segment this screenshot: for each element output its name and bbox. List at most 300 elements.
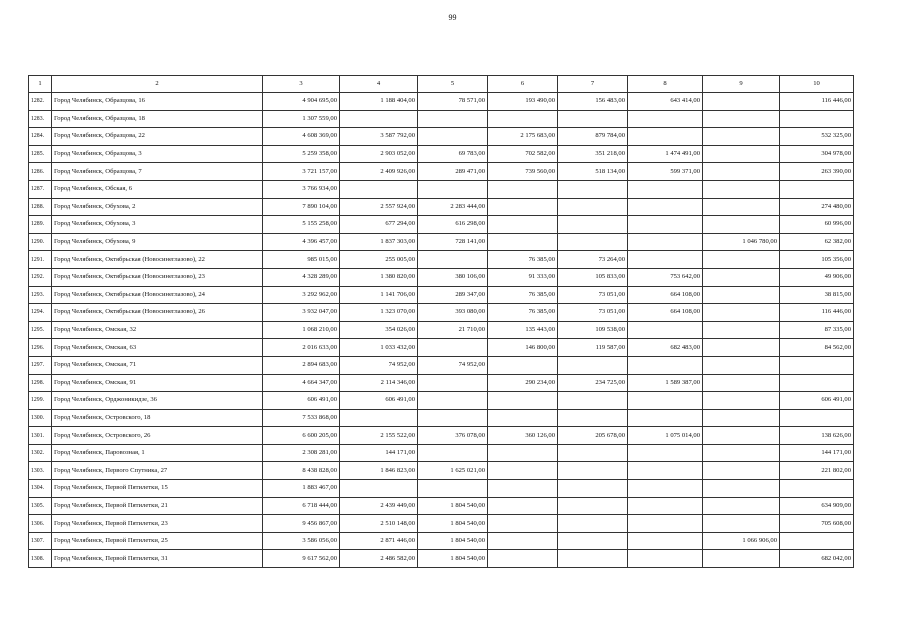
col-10-cell	[780, 356, 854, 374]
col-9-cell	[703, 409, 780, 427]
col-7-cell: 105 833,00	[558, 268, 628, 286]
col-7-cell	[558, 233, 628, 251]
col-6-cell	[488, 180, 558, 198]
col-3-cell: 985 015,00	[263, 251, 340, 269]
table-row	[29, 444, 854, 462]
col-5-cell: 2 283 444,00	[418, 198, 488, 216]
row-number: 1285.	[29, 145, 52, 163]
row-number: 1286.	[29, 163, 52, 181]
col-5-cell: 1 804 540,00	[418, 497, 488, 515]
col-8-cell	[628, 532, 703, 550]
col-5-cell: 1 804 540,00	[418, 550, 488, 568]
col-8-cell: 682 483,00	[628, 339, 703, 357]
col-4-cell: 2 510 148,00	[340, 515, 418, 533]
col-9-cell	[703, 304, 780, 322]
address-cell: Город Челябинск, Октябрьская (Новосинеглазово), 22	[52, 251, 263, 269]
row-number: 1306.	[29, 515, 52, 533]
col-8-cell: 664 108,00	[628, 286, 703, 304]
address-cell: Город Челябинск, Обухова, 2	[52, 198, 263, 216]
col-10-cell: 304 978,00	[780, 145, 854, 163]
data-table	[28, 75, 854, 568]
col-5-cell	[418, 374, 488, 392]
address-cell: Город Челябинск, Обская, 6	[52, 180, 263, 198]
address-cell: Город Челябинск, Первой Пятилетки, 15	[52, 480, 263, 498]
table-row	[29, 163, 854, 181]
address-cell: Город Челябинск, Обухова, 9	[52, 233, 263, 251]
col-6-cell	[488, 444, 558, 462]
col-6-cell	[488, 515, 558, 533]
col-9-cell	[703, 339, 780, 357]
row-number: 1303.	[29, 462, 52, 480]
row-number: 1282.	[29, 93, 52, 111]
col-5-cell	[418, 392, 488, 410]
col-10-cell: 144 171,00	[780, 444, 854, 462]
row-number: 1307.	[29, 532, 52, 550]
row-number: 1305.	[29, 497, 52, 515]
header-col-6: 6	[488, 76, 558, 93]
col-3-cell: 2 894 683,00	[263, 356, 340, 374]
col-7-cell	[558, 356, 628, 374]
col-3-cell: 1 883 467,00	[263, 480, 340, 498]
col-3-cell: 9 617 562,00	[263, 550, 340, 568]
address-cell: Город Челябинск, Омская, 71	[52, 356, 263, 374]
table-row	[29, 550, 854, 568]
col-8-cell	[628, 321, 703, 339]
col-4-cell: 2 871 446,00	[340, 532, 418, 550]
col-6-cell	[488, 233, 558, 251]
address-cell: Город Челябинск, Октябрьская (Новосинеглазово), 23	[52, 268, 263, 286]
header-col-3: 3	[263, 76, 340, 93]
address-cell: Город Челябинск, Образцова, 3	[52, 145, 263, 163]
col-8-cell: 664 108,00	[628, 304, 703, 322]
col-7-cell: 205 678,00	[558, 427, 628, 445]
col-3-cell: 5 259 358,00	[263, 145, 340, 163]
col-8-cell	[628, 409, 703, 427]
table-row	[29, 233, 854, 251]
col-4-cell: 1 837 303,00	[340, 233, 418, 251]
table-body	[29, 93, 854, 568]
col-9-cell: 1 066 906,00	[703, 532, 780, 550]
col-3-cell: 3 766 934,00	[263, 180, 340, 198]
row-number: 1291.	[29, 251, 52, 269]
col-8-cell	[628, 233, 703, 251]
col-9-cell	[703, 268, 780, 286]
row-number: 1302.	[29, 444, 52, 462]
row-number: 1294.	[29, 304, 52, 322]
col-8-cell	[628, 216, 703, 234]
col-4-cell: 1 380 820,00	[340, 268, 418, 286]
col-6-cell: 91 333,00	[488, 268, 558, 286]
col-3-cell: 4 396 457,00	[263, 233, 340, 251]
row-number: 1284.	[29, 128, 52, 146]
col-6-cell: 739 560,00	[488, 163, 558, 181]
col-6-cell: 2 175 683,00	[488, 128, 558, 146]
col-6-cell	[488, 550, 558, 568]
address-cell: Город Челябинск, Образцова, 16	[52, 93, 263, 111]
table-row	[29, 532, 854, 550]
table-row	[29, 427, 854, 445]
address-cell: Город Челябинск, Образцова, 18	[52, 110, 263, 128]
table-row	[29, 409, 854, 427]
col-4-cell: 1 188 404,00	[340, 93, 418, 111]
header-col-8: 8	[628, 76, 703, 93]
col-4-cell: 3 587 792,00	[340, 128, 418, 146]
col-6-cell	[488, 198, 558, 216]
col-10-cell: 682 042,00	[780, 550, 854, 568]
col-10-cell: 62 382,00	[780, 233, 854, 251]
col-9-cell	[703, 163, 780, 181]
col-6-cell	[488, 356, 558, 374]
col-5-cell: 21 710,00	[418, 321, 488, 339]
address-cell: Город Челябинск, Обухова, 3	[52, 216, 263, 234]
col-3-cell: 1 307 559,00	[263, 110, 340, 128]
address-cell: Город Челябинск, Островского, 26	[52, 427, 263, 445]
col-10-cell	[780, 374, 854, 392]
col-7-cell	[558, 198, 628, 216]
col-7-cell	[558, 480, 628, 498]
col-5-cell: 1 625 021,00	[418, 462, 488, 480]
col-5-cell: 69 783,00	[418, 145, 488, 163]
col-7-cell: 73 051,00	[558, 304, 628, 322]
col-4-cell	[340, 180, 418, 198]
table-row	[29, 93, 854, 111]
col-4-cell: 1 323 070,00	[340, 304, 418, 322]
col-9-cell	[703, 374, 780, 392]
col-4-cell: 2 439 449,00	[340, 497, 418, 515]
address-cell: Город Челябинск, Первой Пятилетки, 25	[52, 532, 263, 550]
col-7-cell	[558, 180, 628, 198]
col-4-cell: 354 026,00	[340, 321, 418, 339]
col-9-cell	[703, 356, 780, 374]
col-8-cell	[628, 497, 703, 515]
col-8-cell	[628, 251, 703, 269]
col-3-cell: 4 608 369,00	[263, 128, 340, 146]
row-number: 1301.	[29, 427, 52, 445]
header-col-5: 5	[418, 76, 488, 93]
row-number: 1289.	[29, 216, 52, 234]
col-8-cell: 1 075 014,00	[628, 427, 703, 445]
col-3-cell: 6 718 444,00	[263, 497, 340, 515]
col-10-cell	[780, 532, 854, 550]
col-3-cell: 3 292 962,00	[263, 286, 340, 304]
col-3-cell: 4 664 347,00	[263, 374, 340, 392]
col-3-cell: 9 456 867,00	[263, 515, 340, 533]
row-number: 1296.	[29, 339, 52, 357]
col-8-cell	[628, 198, 703, 216]
address-cell: Город Челябинск, Октябрьская (Новосинеглазово), 26	[52, 304, 263, 322]
col-4-cell: 2 557 924,00	[340, 198, 418, 216]
col-3-cell: 1 068 210,00	[263, 321, 340, 339]
table-row	[29, 392, 854, 410]
col-4-cell: 2 155 522,00	[340, 427, 418, 445]
col-4-cell: 2 903 052,00	[340, 145, 418, 163]
table-row	[29, 480, 854, 498]
row-number: 1297.	[29, 356, 52, 374]
col-5-cell: 616 298,00	[418, 216, 488, 234]
col-8-cell: 643 414,00	[628, 93, 703, 111]
col-6-cell: 135 443,00	[488, 321, 558, 339]
col-8-cell	[628, 392, 703, 410]
col-4-cell: 1 033 432,00	[340, 339, 418, 357]
row-number: 1287.	[29, 180, 52, 198]
row-number: 1288.	[29, 198, 52, 216]
col-5-cell	[418, 339, 488, 357]
col-7-cell	[558, 444, 628, 462]
col-5-cell: 289 471,00	[418, 163, 488, 181]
col-8-cell: 1 474 491,00	[628, 145, 703, 163]
col-10-cell: 138 626,00	[780, 427, 854, 445]
col-8-cell	[628, 480, 703, 498]
col-4-cell	[340, 409, 418, 427]
col-4-cell: 1 141 706,00	[340, 286, 418, 304]
col-5-cell	[418, 110, 488, 128]
row-number: 1292.	[29, 268, 52, 286]
col-9-cell	[703, 110, 780, 128]
row-number: 1298.	[29, 374, 52, 392]
col-6-cell: 76 385,00	[488, 304, 558, 322]
table-row	[29, 321, 854, 339]
row-number: 1293.	[29, 286, 52, 304]
col-9-cell	[703, 321, 780, 339]
col-10-cell: 60 996,00	[780, 216, 854, 234]
address-cell: Город Челябинск, Первой Пятилетки, 21	[52, 497, 263, 515]
col-4-cell: 255 005,00	[340, 251, 418, 269]
address-cell: Город Челябинск, Паровозная, 1	[52, 444, 263, 462]
col-10-cell: 634 909,00	[780, 497, 854, 515]
col-10-cell	[780, 110, 854, 128]
col-3-cell: 2 016 633,00	[263, 339, 340, 357]
col-4-cell	[340, 110, 418, 128]
col-6-cell: 193 490,00	[488, 93, 558, 111]
col-7-cell: 73 264,00	[558, 251, 628, 269]
row-number: 1300.	[29, 409, 52, 427]
col-8-cell	[628, 356, 703, 374]
table-row	[29, 216, 854, 234]
address-cell: Город Челябинск, Первой Пятилетки, 23	[52, 515, 263, 533]
col-9-cell	[703, 286, 780, 304]
header-col-10: 10	[780, 76, 854, 93]
col-5-cell: 78 571,00	[418, 93, 488, 111]
col-10-cell: 116 446,00	[780, 93, 854, 111]
col-10-cell: 532 325,00	[780, 128, 854, 146]
table-row	[29, 356, 854, 374]
col-6-cell: 76 385,00	[488, 251, 558, 269]
table-row	[29, 339, 854, 357]
table-row	[29, 180, 854, 198]
col-10-cell: 116 446,00	[780, 304, 854, 322]
col-6-cell	[488, 497, 558, 515]
col-6-cell	[488, 480, 558, 498]
col-8-cell: 753 642,00	[628, 268, 703, 286]
page-number: 99	[448, 13, 457, 22]
col-3-cell: 606 491,00	[263, 392, 340, 410]
col-10-cell: 221 802,00	[780, 462, 854, 480]
col-10-cell	[780, 409, 854, 427]
table-row	[29, 374, 854, 392]
table-row	[29, 268, 854, 286]
col-7-cell	[558, 409, 628, 427]
col-9-cell	[703, 462, 780, 480]
col-7-cell: 73 051,00	[558, 286, 628, 304]
table-row	[29, 304, 854, 322]
address-cell: Город Челябинск, Омская, 63	[52, 339, 263, 357]
col-6-cell	[488, 532, 558, 550]
col-7-cell	[558, 532, 628, 550]
col-5-cell: 380 106,00	[418, 268, 488, 286]
col-5-cell: 74 952,00	[418, 356, 488, 374]
col-10-cell: 105 356,00	[780, 251, 854, 269]
col-8-cell: 1 589 387,00	[628, 374, 703, 392]
col-5-cell: 393 080,00	[418, 304, 488, 322]
col-3-cell: 7 890 104,00	[263, 198, 340, 216]
col-7-cell	[558, 462, 628, 480]
col-9-cell	[703, 444, 780, 462]
col-9-cell	[703, 515, 780, 533]
address-cell: Город Челябинск, Образцова, 22	[52, 128, 263, 146]
col-4-cell: 606 491,00	[340, 392, 418, 410]
col-4-cell: 2 409 926,00	[340, 163, 418, 181]
table-row	[29, 251, 854, 269]
col-10-cell: 705 608,00	[780, 515, 854, 533]
col-9-cell	[703, 145, 780, 163]
row-number: 1295.	[29, 321, 52, 339]
col-5-cell	[418, 480, 488, 498]
col-5-cell	[418, 251, 488, 269]
col-7-cell: 518 134,00	[558, 163, 628, 181]
table-row	[29, 462, 854, 480]
col-6-cell: 146 800,00	[488, 339, 558, 357]
col-3-cell: 2 308 281,00	[263, 444, 340, 462]
col-3-cell: 3 932 047,00	[263, 304, 340, 322]
col-4-cell: 2 486 582,00	[340, 550, 418, 568]
col-5-cell: 376 078,00	[418, 427, 488, 445]
col-8-cell	[628, 550, 703, 568]
col-5-cell	[418, 180, 488, 198]
header-row	[29, 76, 854, 93]
col-3-cell: 3 721 157,00	[263, 163, 340, 181]
address-cell: Город Челябинск, Октябрьская (Новосинеглазово), 24	[52, 286, 263, 304]
address-cell: Город Челябинск, Первого Спутника, 27	[52, 462, 263, 480]
table-row	[29, 515, 854, 533]
col-10-cell: 274 480,00	[780, 198, 854, 216]
header-col-7: 7	[558, 76, 628, 93]
col-9-cell	[703, 180, 780, 198]
col-6-cell: 76 385,00	[488, 286, 558, 304]
col-3-cell: 8 438 828,00	[263, 462, 340, 480]
col-5-cell: 289 347,00	[418, 286, 488, 304]
col-10-cell: 84 562,00	[780, 339, 854, 357]
col-10-cell: 38 815,00	[780, 286, 854, 304]
col-5-cell	[418, 444, 488, 462]
col-9-cell	[703, 198, 780, 216]
col-4-cell: 144 171,00	[340, 444, 418, 462]
col-6-cell	[488, 409, 558, 427]
col-4-cell: 1 846 823,00	[340, 462, 418, 480]
col-6-cell: 702 582,00	[488, 145, 558, 163]
row-number: 1308.	[29, 550, 52, 568]
col-6-cell	[488, 110, 558, 128]
col-3-cell: 5 155 258,00	[263, 216, 340, 234]
col-9-cell	[703, 427, 780, 445]
col-6-cell: 360 126,00	[488, 427, 558, 445]
col-6-cell	[488, 216, 558, 234]
address-cell: Город Челябинск, Орджоникидзе, 36	[52, 392, 263, 410]
address-cell: Город Челябинск, Омская, 32	[52, 321, 263, 339]
col-4-cell: 2 114 346,00	[340, 374, 418, 392]
col-4-cell: 74 952,00	[340, 356, 418, 374]
table-row	[29, 497, 854, 515]
col-9-cell: 1 046 780,00	[703, 233, 780, 251]
col-5-cell	[418, 128, 488, 146]
col-7-cell	[558, 216, 628, 234]
col-3-cell: 6 600 205,00	[263, 427, 340, 445]
col-5-cell: 1 804 540,00	[418, 515, 488, 533]
col-7-cell: 119 587,00	[558, 339, 628, 357]
col-4-cell: 677 294,00	[340, 216, 418, 234]
col-5-cell: 1 804 540,00	[418, 532, 488, 550]
header-col-4: 4	[340, 76, 418, 93]
address-cell: Город Челябинск, Первой Пятилетки, 31	[52, 550, 263, 568]
col-8-cell	[628, 462, 703, 480]
col-7-cell: 109 538,00	[558, 321, 628, 339]
col-10-cell	[780, 180, 854, 198]
col-8-cell	[628, 515, 703, 533]
col-9-cell	[703, 480, 780, 498]
col-7-cell	[558, 497, 628, 515]
table-row	[29, 128, 854, 146]
col-8-cell	[628, 110, 703, 128]
col-7-cell	[558, 110, 628, 128]
col-7-cell	[558, 550, 628, 568]
address-cell: Город Челябинск, Островского, 18	[52, 409, 263, 427]
col-8-cell	[628, 128, 703, 146]
col-4-cell	[340, 480, 418, 498]
row-number: 1283.	[29, 110, 52, 128]
col-3-cell: 3 586 056,00	[263, 532, 340, 550]
col-6-cell	[488, 462, 558, 480]
col-9-cell	[703, 93, 780, 111]
col-7-cell: 234 725,00	[558, 374, 628, 392]
col-3-cell: 7 533 868,00	[263, 409, 340, 427]
col-7-cell: 156 483,00	[558, 93, 628, 111]
col-7-cell: 351 218,00	[558, 145, 628, 163]
col-9-cell	[703, 216, 780, 234]
address-cell: Город Челябинск, Омская, 91	[52, 374, 263, 392]
row-number: 1299.	[29, 392, 52, 410]
col-5-cell: 728 141,00	[418, 233, 488, 251]
col-10-cell: 263 390,00	[780, 163, 854, 181]
table-row	[29, 110, 854, 128]
col-3-cell: 4 328 289,00	[263, 268, 340, 286]
col-8-cell	[628, 444, 703, 462]
table-row	[29, 286, 854, 304]
col-5-cell	[418, 409, 488, 427]
col-8-cell	[628, 180, 703, 198]
col-7-cell: 879 784,00	[558, 128, 628, 146]
table-row	[29, 198, 854, 216]
header-col-2: 2	[52, 76, 263, 93]
header-col-9: 9	[703, 76, 780, 93]
col-10-cell: 49 906,00	[780, 268, 854, 286]
col-9-cell	[703, 550, 780, 568]
col-9-cell	[703, 392, 780, 410]
col-6-cell: 290 234,00	[488, 374, 558, 392]
col-10-cell: 606 491,00	[780, 392, 854, 410]
col-3-cell: 4 904 695,00	[263, 93, 340, 111]
col-9-cell	[703, 251, 780, 269]
col-7-cell	[558, 515, 628, 533]
col-10-cell	[780, 480, 854, 498]
